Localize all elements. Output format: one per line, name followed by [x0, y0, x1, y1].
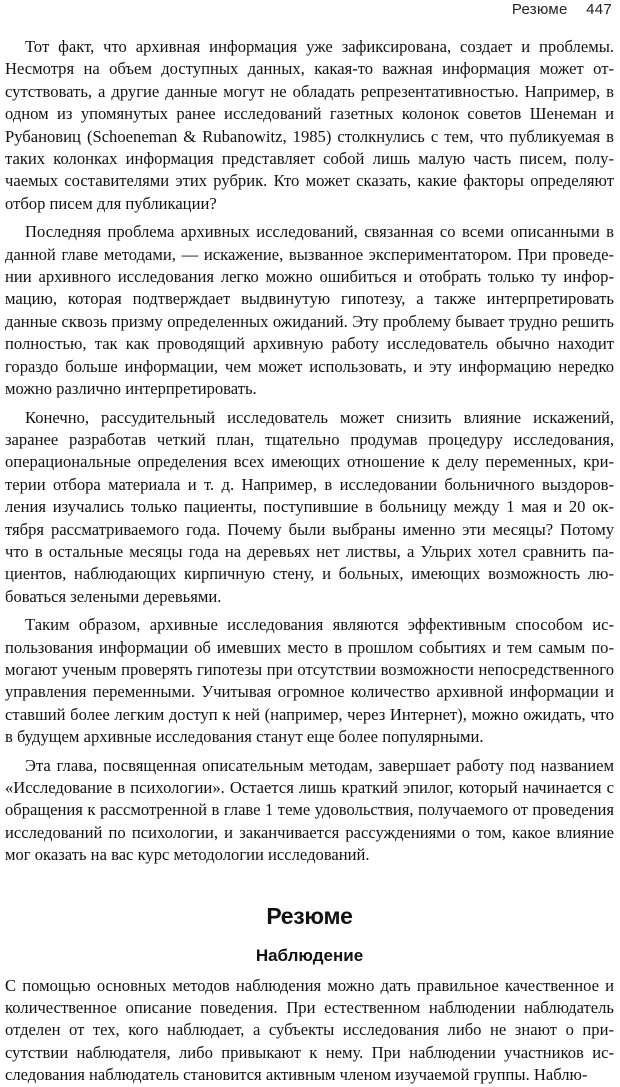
paragraph-6: С помощью основных методов наблюдения можно дать правильное качественное и количественное описание поведения. При естественном наблюдении наблюдатель отделен от тех, кого наблюдает, а субъекты исследования либо не знают о присутствии наблюдателя, либо привыкают к нему. При наблюдении участников исследования наблюдатель становится активным членом изучаемой группы. Наблю-: [5, 975, 614, 1085]
paragraph-3: Конечно, рассудительный исследователь может снизить влияние искажений, заранее разработав четкий план, тщательно продумав процедуру исследования, операциональные определения всех имеющих отношение к делу переменных, критерии отбора материала и т. д. Например, в исследовании больничного выздоровления изучались только пациенты, поступившие в больницу между 1 мая и 20 октября рассматриваемого года. Почему были выбраны именно эти месяцы? Потому что в остальные месяцы года на деревьях нет листвы, а Ульрих хотел сравнить пациентов, наблюдающих кирпичную стену, и больных, имеющих возможность любоваться зелеными деревьями.: [5, 407, 614, 606]
running-header-section: Резюме: [511, 1, 568, 18]
paragraph-2: Последняя проблема архивных исследований, связанная со всеми описанными в данной главе методами, — искажение, вызванное экспериментатором. При проведении архивного исследования легко можно ошибиться и отобрать только ту информацию, которая подтверждает выдвинутую гипотезу, а также интерпретировать данные сквозь призму определенных ожиданий. Эту проблему бывает трудно решить полностью, так как проводящий архивную работу исследователь обычно находит гораздо больше информации, чем может использовать, и эту информацию нередко можно различно интерпретировать.: [5, 222, 614, 399]
subsection-title: Наблюдение: [255, 945, 364, 965]
paragraph-5: Эта глава, посвященная описательным методам, завершает работу под названием «Исследование в психологии». Остается лишь краткий эпилог, который начинается с обращения к рассмотренной в главе 1 теме удовольствия, получаемого от проведения исследований по психологии, и заканчивается рассуждениями о том, какое влияние мог оказать на вас курс методологии исследований.: [5, 755, 614, 865]
paragraph-1: Тот факт, что архивная информация уже зафиксирована, создает и проблемы. Несмотря на объем доступных данных, какая-то важная информация может отсутствовать, а другие данные могут не обладать репрезентативностью. Например, в одном из упомянутых ранее исследований газетных колонок советов Шенеман и Рубановиц (Schoeneman & Rubanowitz, 1985) столкнулись с тем, что публикуемая в таких колонках информация представляет собой лишь малую часть писем, получаемых составителями этих рубрик. Кто может сказать, какие факторы определяют отбор писем для публикации?: [5, 37, 614, 213]
paragraph-4: Таким образом, архивные исследования являются эффективным способом использования информации об имевших место в прошлом событиях и тем самым помогают ученым проверять гипотезы при отсутствии возможности непосредственного управления переменными. Учитывая огромное количество архивной информации и ставший более легким доступ к ней (например, через Интернет), можно ожидать, что в будущем архивные исследования станут еще более популярными.: [5, 615, 614, 747]
page-number: 447: [586, 1, 612, 18]
section-title: Резюме: [266, 902, 353, 929]
running-header: [512, 1, 612, 18]
body-text: [5, 36, 614, 1087]
